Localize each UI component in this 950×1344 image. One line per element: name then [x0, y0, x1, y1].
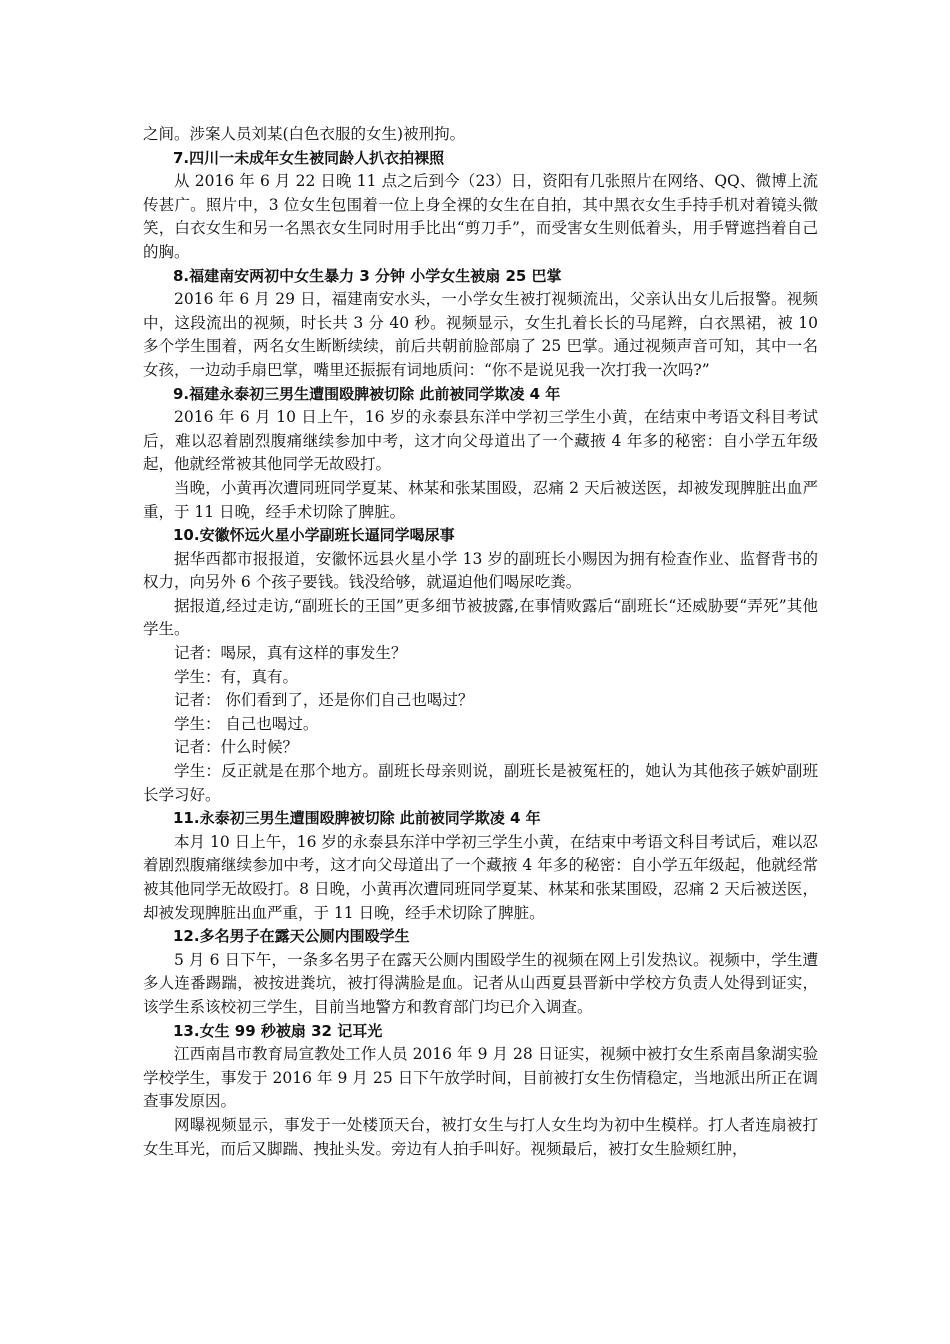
section-heading-10: 10.安徽怀远火星小学副班长逼同学喝尿事: [173, 526, 455, 545]
paragraph: 5 月 6 日下午，一条多名男子在露天公厕内围殴学生的视频在网上引发热议。视频中，学生遭多人连番踢踹，被按进粪坑，被打得满脸是血。记者从山西夏县晋新中学校方负责人处得到证实，该学生系该校初三学生，目前当地警方和教育部门均已介入调查。: [143, 950, 818, 1016]
paragraph: 之间。涉案人员刘某(白色衣服的女生)被刑拘。: [143, 125, 466, 143]
paragraph: 从 2016 年 6 月 22 日晚 11 点之后到今（23）日，资阳有几张照片在网络、QQ、微博上流传甚广。照片中，3 位女生包围着一位上身全裸的女生在自拍，其中黑衣女生手持手机对着镜头微笑，白衣女生和另一名黑衣女生同时用手比出“剪刀手”，而受害女生则低着头，用手臂遮挡着自己的胸。: [143, 172, 818, 261]
dialogue-line: 学生：反正就是在那个地方。副班长母亲则说，副班长是被冤枉的，她认为其他孩子嫉妒副班长学习好。: [143, 762, 818, 804]
paragraph: 当晚，小黄再次遭同班同学夏某、林某和张某围殴，忍痛 2 天后被送医，却被发现脾脏出血严重，于 11 日晚，经手术切除了脾脏。: [143, 478, 818, 521]
paragraph: 江西南昌市教育局宣教处工作人员 2016 年 9 月 28 日证实，视频中被打女生系南昌象湖实验学校学生，事发于 2016 年 9 月 25 日下午放学时间，目前被打女生伤情稳定，当地派出所正在调查事发原因。: [143, 1045, 818, 1111]
document-page: [143, 123, 818, 1161]
paragraph: 网曝视频显示，事发于一处楼顶天台，被打女生与打人女生均为初中生模样。打人者连扇被打女生耳光，而后又脚踹、拽扯头发。旁边有人拍手叫好。视频最后，被打女生脸颊红肿，: [143, 1115, 818, 1158]
dialogue-line: 学生：有，真有。: [174, 667, 299, 686]
section-heading-8: 8.福建南安两初中女生暴力 3 分钟 小学女生被扇 25 巴掌: [173, 266, 562, 285]
section-heading-9: 9.福建永泰初三男生遭围殴脾被切除 此前被同学欺凌 4 年: [173, 384, 561, 403]
paragraph: 2016 年 6 月 10 日上午，16 岁的永泰县东洋中学初三学生小黄，在结束中考语文科目考试后，难以忍着剧烈腹痛继续参加中考，这才向父母道出了一个藏掖 4 年多的秘密：自小学五年级起，他就经常被其他同学无故殴打。: [143, 408, 818, 474]
dialogue-line: 记者： 你们看到了，还是你们自己也喝过？: [174, 691, 474, 710]
paragraph: 据报道,经过走访,“副班长的王国”更多细节被披露,在事情败露后“副班长“还威胁要“弄死”其他学生。: [143, 596, 818, 639]
section-heading-11: 11.永泰初三男生遭围殴脾被切除 此前被同学欺凌 4 年: [173, 809, 541, 828]
section-heading-7: 7.四川一未成年女生被同龄人扒衣拍裸照: [173, 148, 445, 167]
dialogue-line: 学生： 自己也喝过。: [174, 714, 319, 733]
paragraph: 本月 10 日上午，16 岁的永泰县东洋中学初三学生小黄，在结束中考语文科目考试后，难以忍着剧烈腹痛继续参加中考，这才向父母道出了一个藏掖 4 年多的秘密：自小学五年级起，他就经常被其他同学无故殴打。8 日晚，小黄再次遭同班同学夏某、林某和张某围殴，忍痛 2 天后被送医，却被发现脾脏出血严重，于 11 日晚，经手术切除了脾脏。: [143, 832, 818, 922]
section-heading-13: 13.女生 99 秒被扇 32 记耳光: [173, 1021, 383, 1040]
dialogue-line: 记者：什么时候？: [174, 738, 299, 757]
paragraph: 据华西都市报报道，安徽怀远县火星小学 13 岁的副班长小赐因为拥有检查作业、监督背书的权力，向另外 6 个孩子要钱。钱没给够，就逼迫他们喝尿吃粪。: [143, 549, 818, 592]
section-heading-12: 12.多名男子在露天公厕内围殴学生: [173, 927, 410, 946]
paragraph: 2016 年 6 月 29 日，福建南安水头，一小学女生被打视频流出，父亲认出女儿后报警。视频中，这段流出的视频，时长共 3 分 40 秒。视频显示，女生扎着长长的马尾辫，白衣黑裙，被 10 多个学生围着，两名女生断断续续，前后共朝前脸部扇了 25 巴掌。通过视频声音可知，其中一名女孩，一边动手扇巴掌，嘴里还振振有词地质问：“你不是说见我一次打我一次吗?”: [143, 290, 818, 379]
dialogue-line: 记者：喝尿，真有这样的事发生？: [174, 644, 407, 663]
